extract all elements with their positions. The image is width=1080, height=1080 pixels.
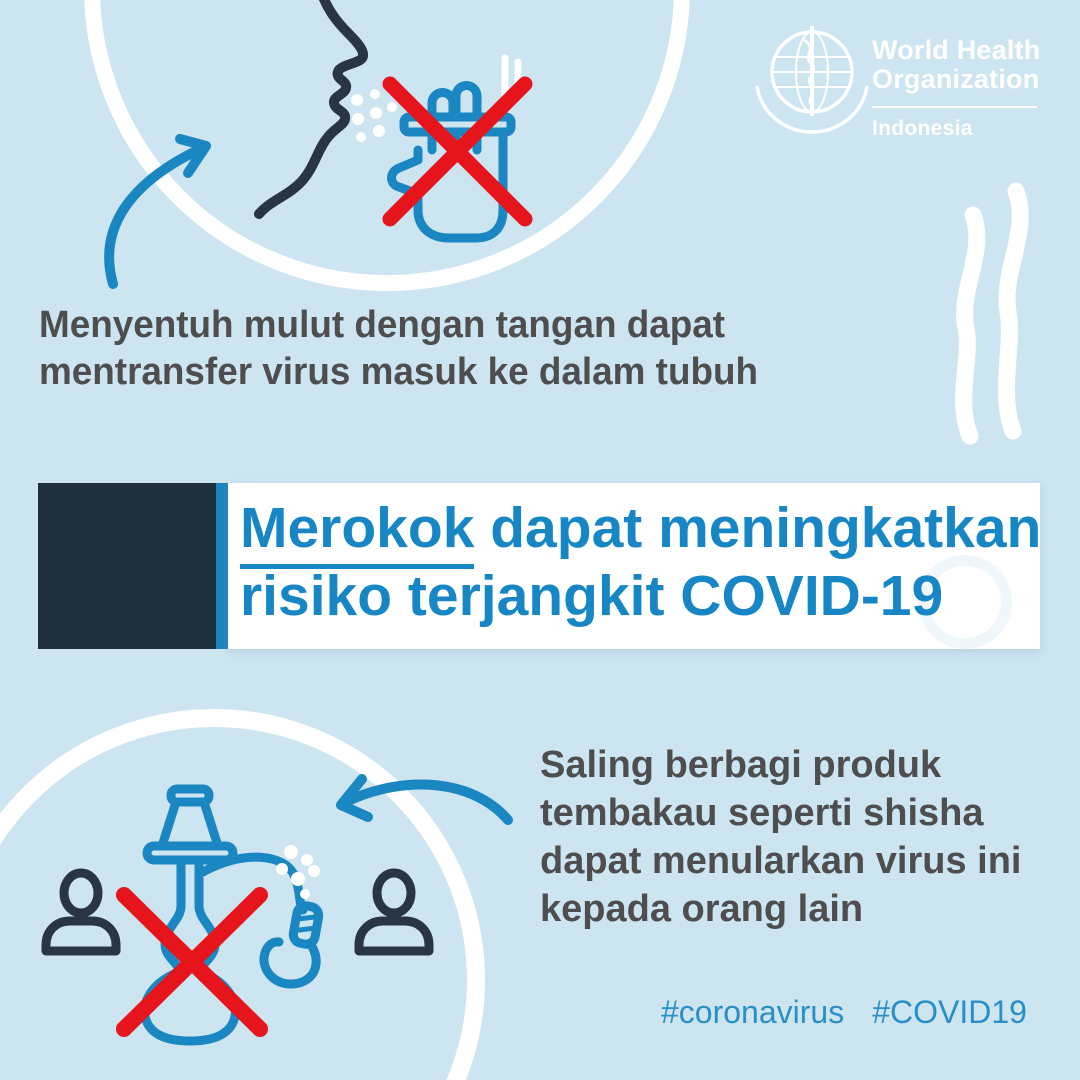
top-caption-line1: Menyentuh mulut dengan tangan dapat [39, 304, 726, 346]
bottom-caption-line4: kepada orang lain [540, 888, 864, 930]
face-profile-icon [259, 0, 363, 214]
headline-line2: risiko terjangkit COVID-19 [240, 564, 944, 628]
who-org-name-line1: World Health [872, 35, 1041, 65]
prohibition-x-icon [124, 895, 260, 1029]
bottom-circle-ring [0, 718, 476, 1080]
smoke-waves-icon [964, 191, 1021, 436]
headline-line1-rest: dapat meningkatkan [474, 496, 1042, 560]
who-region-label: Indonesia [872, 117, 973, 140]
headline-highlight: Merokok [240, 496, 474, 569]
who-brand [872, 36, 1072, 141]
hashtag-row [661, 994, 1027, 1031]
person-icon [46, 873, 116, 951]
bottom-caption-line1: Saling berbagi produk [540, 744, 942, 786]
banner-dark-block [38, 483, 216, 649]
top-caption-line2: mentransfer virus masuk ke dalam tubuh [39, 351, 759, 393]
headline-banner [228, 483, 1040, 649]
top-caption [39, 302, 758, 396]
hashtag-covid19: #COVID19 [872, 994, 1027, 1030]
bottom-caption [540, 741, 1021, 933]
person-icon [359, 873, 429, 951]
who-org-name-line2: Organization [872, 64, 1040, 94]
headline-line1 [240, 494, 1041, 562]
who-divider [872, 106, 1037, 108]
hashtag-coronavirus: #coronavirus [661, 994, 845, 1030]
headline-text [240, 494, 1041, 630]
banner-accent-stripe [216, 483, 228, 649]
bottom-caption-line2: tembakau seperti shisha [540, 792, 984, 834]
who-emblem-icon [757, 26, 867, 132]
spray-dots-icon [351, 89, 397, 142]
bottom-caption-line3: dapat menularkan virus ini [540, 840, 1022, 882]
